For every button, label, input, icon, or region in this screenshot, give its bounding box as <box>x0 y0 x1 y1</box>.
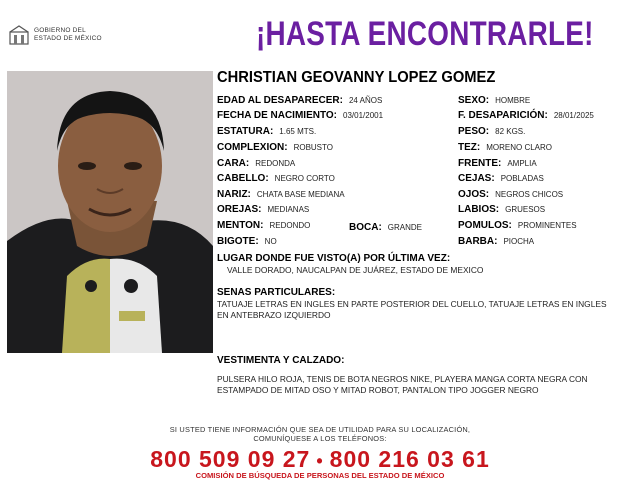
field-label: BIGOTE: <box>217 236 259 247</box>
info-note-line-2: COMUNÍQUESE A LOS TELÉFONOS: <box>253 434 387 443</box>
phone-number-2[interactable]: 800 216 03 61 <box>329 446 490 472</box>
info-note-line-1: SI USTED TIENE INFORMACIÓN QUE SEA DE UTILIDAD PARA SU LOCALIZACIÓN, <box>169 425 471 434</box>
field-cabello <box>217 172 335 186</box>
field-value: NO <box>264 237 277 246</box>
field-value: 82 KGS. <box>495 127 526 136</box>
field-value: 1.65 MTS. <box>279 127 317 136</box>
field-edad <box>217 94 382 108</box>
field-value: 03/01/2001 <box>343 111 384 120</box>
field-label: FRENTE: <box>458 158 502 169</box>
field-boca <box>349 221 422 235</box>
person-photo <box>7 71 213 353</box>
field-estatura <box>217 125 316 139</box>
field-frente <box>458 157 537 171</box>
field-value: MEDIANAS <box>267 205 310 214</box>
field-value: PIOCHA <box>503 237 535 246</box>
phone-numbers <box>0 447 640 473</box>
field-tez <box>458 141 552 155</box>
last-seen-text: VALLE DORADO, NAUCALPAN DE JUÁREZ, ESTADO DE MEXICO <box>227 265 484 275</box>
field-cejas <box>458 172 544 186</box>
marks-text: TATUAJE LETRAS EN INGLES EN PARTE POSTERIOR DEL CUELLO, TATUAJE LETRAS EN INGLES EN ANTEBRAZO IZQUIERDO <box>217 299 607 320</box>
field-nacimiento <box>217 109 383 123</box>
field-barba <box>458 235 534 249</box>
field-label: CABELLO: <box>217 173 269 184</box>
logo-line-2: ESTADO DE MÉXICO <box>34 35 102 42</box>
field-value: POBLADAS <box>500 174 544 183</box>
field-value: PROMINENTES <box>517 221 577 230</box>
field-value: NEGROS CHICOS <box>495 190 564 199</box>
field-label: ESTATURA: <box>217 126 274 137</box>
field-label: TEZ: <box>458 142 481 153</box>
field-value: GRANDE <box>387 223 423 232</box>
phone-number-1[interactable]: 800 509 09 27 <box>150 446 311 472</box>
field-label: EDAD AL DESAPARECER: <box>217 95 343 106</box>
field-label: SEXO: <box>458 95 490 106</box>
field-label: LABIOS: <box>458 204 500 215</box>
field-bigote <box>217 235 277 249</box>
field-value: NEGRO CORTO <box>274 174 335 183</box>
field-orejas <box>217 203 309 217</box>
field-label: MENTON: <box>217 220 264 231</box>
marks-title: SENAS PARTICULARES: <box>217 287 336 298</box>
phone-separator: • <box>316 451 324 471</box>
field-value: ROBUSTO <box>293 143 333 152</box>
field-peso <box>458 125 525 139</box>
field-labios <box>458 203 545 217</box>
field-value: GRUESOS <box>505 205 546 214</box>
field-complexion <box>217 141 333 155</box>
field-value: REDONDA <box>255 159 296 168</box>
field-ojos <box>458 188 563 202</box>
field-value: CHATA BASE MEDIANA <box>256 190 345 199</box>
field-pomulos <box>458 219 577 233</box>
last-seen-title: LUGAR DONDE FUE VISTO(A) POR ÚLTIMA VEZ: <box>217 253 451 264</box>
field-value: 24 AÑOS <box>348 96 383 105</box>
field-desaparicion <box>458 109 594 123</box>
state-government-logo <box>8 22 118 48</box>
field-value: REDONDO <box>269 221 311 230</box>
field-value: 28/01/2025 <box>553 111 594 120</box>
field-value: HOMBRE <box>495 96 531 105</box>
field-label: COMPLEXION: <box>217 142 288 153</box>
commission-name: COMISIÓN DE BÚSQUEDA DE PERSONAS DEL ESTADO DE MÉXICO <box>195 471 445 480</box>
field-label: BARBA: <box>458 236 498 247</box>
coat-of-arms-icon <box>8 24 30 46</box>
headline: ¡HASTA ENCONTRARLE! <box>256 15 594 53</box>
field-label: NARIZ: <box>217 189 251 200</box>
field-label: PESO: <box>458 126 490 137</box>
field-sexo <box>458 94 530 108</box>
field-label: CARA: <box>217 158 250 169</box>
field-label: OREJAS: <box>217 204 262 215</box>
field-label: POMULOS: <box>458 220 512 231</box>
field-value: AMPLIA <box>507 159 537 168</box>
clothing-text: PULSERA HILO ROJA, TENIS DE BOTA NEGROS NIKE, PLAYERA MANGA CORTA NEGRA CON ESTAMPADO DE MITAD OSO Y MITAD ROBOT, PANTALON TIPO JOGGER NEGRO <box>217 374 588 395</box>
field-label: F. DESAPARICIÓN: <box>458 110 548 121</box>
person-name: CHRISTIAN GEOVANNY LOPEZ GOMEZ <box>217 69 496 86</box>
field-label: BOCA: <box>349 222 382 233</box>
field-label: OJOS: <box>458 189 490 200</box>
field-cara <box>217 157 295 171</box>
field-label: FECHA DE NACIMIENTO: <box>217 110 337 121</box>
field-label: CEJAS: <box>458 173 495 184</box>
field-value: MORENO CLARO <box>486 143 553 152</box>
field-menton <box>217 219 310 233</box>
logo-line-1: GOBIERNO DEL <box>34 27 86 34</box>
clothing-title: VESTIMENTA Y CALZADO: <box>217 355 345 366</box>
field-nariz <box>217 188 345 202</box>
